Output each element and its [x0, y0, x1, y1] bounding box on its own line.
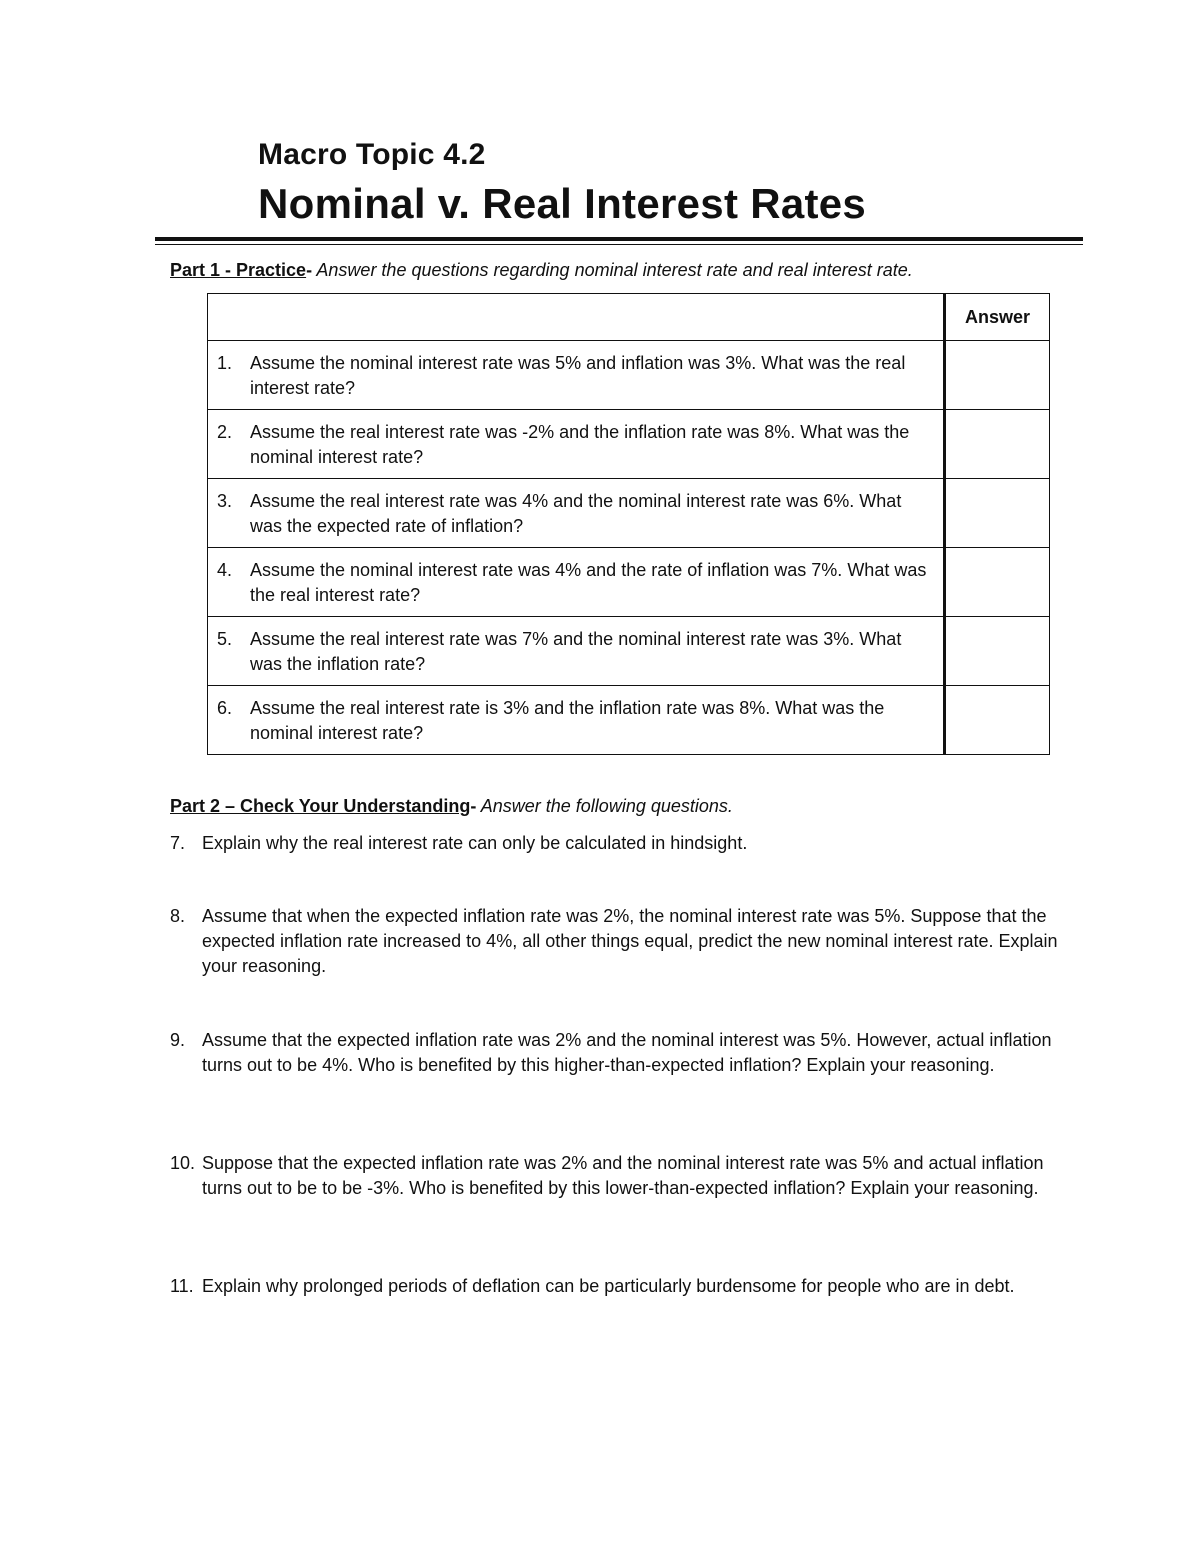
table-row	[208, 341, 1050, 410]
part2-instructions: Answer the following questions.	[476, 796, 733, 816]
practice-table	[207, 293, 1050, 755]
table-row	[208, 410, 1050, 479]
question-text: Assume the real interest rate was -2% and the inflation rate was 8%. What was the nominal interest rate?	[250, 422, 910, 467]
table-row	[208, 617, 1050, 686]
question-number: 2.	[217, 422, 233, 442]
page-title: Nominal v. Real Interest Rates	[258, 180, 867, 227]
answer-column-header: Answer	[945, 294, 1050, 341]
list-item	[170, 1274, 1085, 1299]
topic-subtitle: Macro Topic 4.2	[258, 138, 486, 171]
question-text: Suppose that the expected inflation rate was 2% and the nominal interest rate was 5% and actual inflation turns out to be to be -3%. Who is benefited by this lower-than-expected inflation? Explain your reasoning.	[202, 1153, 1044, 1198]
table-row	[208, 686, 1050, 755]
question-text: Explain why the real interest rate can only be calculated in hindsight.	[202, 833, 748, 853]
part1-dash: -	[306, 260, 313, 280]
question-cell	[208, 686, 945, 755]
list-item	[170, 1151, 1085, 1201]
question-number: 4.	[217, 560, 233, 580]
question-cell	[208, 341, 945, 410]
title-divider-thick	[155, 237, 1083, 241]
answer-cell[interactable]	[945, 410, 1050, 479]
question-text: Assume the real interest rate is 3% and the inflation rate was 8%. What was the nominal interest rate?	[250, 698, 885, 743]
question-text: Assume the nominal interest rate was 4% and the rate of inflation was 7%. What was the real interest rate?	[250, 560, 927, 605]
question-cell	[208, 548, 945, 617]
table-row	[208, 548, 1050, 617]
part1-instructions: Answer the questions regarding nominal interest rate and real interest rate.	[312, 260, 913, 280]
question-number: 6.	[217, 698, 233, 718]
question-number: 5.	[217, 629, 233, 649]
answer-cell[interactable]	[945, 548, 1050, 617]
question-cell	[208, 617, 945, 686]
question-number: 7.	[170, 833, 186, 853]
part2-dash: -	[470, 796, 477, 816]
answer-cell[interactable]	[945, 341, 1050, 410]
question-number: 10.	[170, 1153, 196, 1173]
question-number: 8.	[170, 906, 186, 926]
question-number: 11.	[170, 1276, 194, 1296]
part2-heading	[170, 796, 733, 817]
question-number: 9.	[170, 1030, 186, 1050]
part1-heading	[170, 260, 913, 281]
question-text: Assume that when the expected inflation rate was 2%, the nominal interest rate was 5%. Suppose that the expected inflation rate increased to 4%, all other things equal, predict the new nominal interest rate. Explain your reasoning.	[202, 906, 1058, 976]
question-number: 1.	[217, 353, 233, 373]
title-divider-thin	[155, 244, 1083, 245]
part2-label: Part 2 – Check Your Understanding	[170, 796, 471, 816]
list-item	[170, 1028, 1085, 1078]
question-column-header	[208, 294, 945, 341]
answer-cell[interactable]	[945, 617, 1050, 686]
question-cell	[208, 410, 945, 479]
part1-label: Part 1 - Practice	[170, 260, 307, 280]
list-item	[170, 831, 1085, 856]
answer-cell[interactable]	[945, 479, 1050, 548]
table-row	[208, 479, 1050, 548]
question-text: Assume the real interest rate was 7% and the nominal interest rate was 3%. What was the inflation rate?	[250, 629, 902, 674]
question-cell	[208, 479, 945, 548]
question-text: Assume the real interest rate was 4% and the nominal interest rate was 6%. What was the expected rate of inflation?	[250, 491, 902, 536]
practice-table-header-row	[208, 294, 1050, 341]
question-number: 3.	[217, 491, 233, 511]
question-text: Assume the nominal interest rate was 5% and inflation was 3%. What was the real interest rate?	[250, 353, 906, 398]
list-item	[170, 904, 1085, 979]
answer-cell[interactable]	[945, 686, 1050, 755]
question-text: Explain why prolonged periods of deflation can be particularly burdensome for people who are in debt.	[202, 1276, 1015, 1296]
question-text: Assume that the expected inflation rate was 2% and the nominal interest was 5%. However, actual inflation turns out to be 4%. Who is benefited by this higher-than-expected inflation? Explain your reasoning.	[202, 1030, 1052, 1075]
